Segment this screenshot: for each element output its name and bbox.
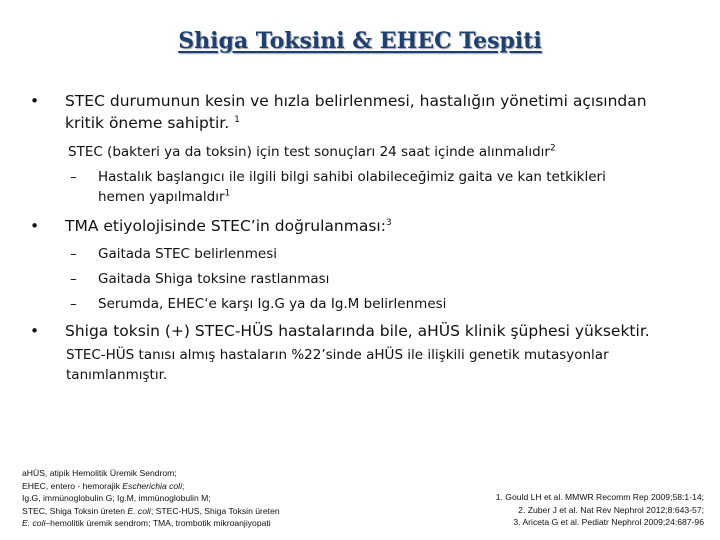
bullet-3: • Shiga toksin (+) STEC-HÜS hastalarında bile, aHÜS klinik şüphesi yüksektir. bbox=[30, 322, 650, 340]
dash-marker: – bbox=[70, 169, 77, 185]
bullet-1-text: STEC durumunun kesin ve hızla belirlenmesi, hastalığın yönetimi açısından kritik öneme sahiptir. $^1$ bbox=[65, 92, 647, 132]
bullet-1-dash-item: – Hastalık başlangıcı ile ilgili bilgi sahibi olabileceğimiz gaita ve kan tetkikleri hemen yapılmaldır$^1$ bbox=[70, 169, 606, 205]
reference-3: 3. Ariceta G et al. Pediatr Nephrol 2009;24:687-96 bbox=[513, 517, 704, 527]
dash-marker: – bbox=[70, 296, 77, 312]
bullet-2-item-2: – Gaitada Shiga toksine rastlanması bbox=[70, 271, 330, 287]
reference-1: 1. Gould LH et al. MMWR Recomm Rep 2009;58:1-14; bbox=[495, 492, 704, 502]
abbreviations-footnote: aHÜS, atipik Hemolitik Üremik Sendrom; EHEC, entero - hemorajik Escherichia coli; Ig.G, immünoglobulin G; Ig.M, immünoglobulin M; STEC, Shiga Toksin üreten E. coli; STEC-HUS, Shiga Toksin üreten E. coli–hemolitik üremik sendrom; TMA, trombotik mikroanjiyopati bbox=[22, 468, 280, 528]
bullet-3-note: STEC-HÜS tanısı almış hastaların %22’sinde aHÜS ile ilişkili genetik mutasyonlar tanımlanmıştır. bbox=[66, 347, 609, 383]
dash-marker: – bbox=[70, 271, 77, 287]
bullet-dot: • bbox=[30, 92, 40, 110]
bullet-dot: • bbox=[30, 217, 40, 235]
bullet-2: • TMA etiyolojisinde STEC’in doğrulanması:$^3$ bbox=[30, 217, 392, 235]
slide-title: Shiga Toksini & EHEC Tespiti bbox=[178, 28, 542, 54]
dash-marker: – bbox=[70, 246, 77, 262]
bullet-1-note: STEC (bakteri ya da toksin) için test sonuçları 24 saat içinde alınmalıdır$^2$ bbox=[68, 143, 556, 160]
reference-2: 2. Zuber J et al. Nat Rev Nephrol 2012;8:643-57; bbox=[518, 504, 704, 515]
bullet-1 bbox=[30, 90, 690, 134]
bullet-2-item-1: – Gaitada STEC belirlenmesi bbox=[70, 246, 278, 262]
references bbox=[374, 491, 704, 529]
bullet-dot: • bbox=[30, 322, 40, 340]
bullet-2-item-3: – Serumda, EHEC‘e karşı Ig.G ya da Ig.M belirlenmesi bbox=[70, 296, 447, 312]
